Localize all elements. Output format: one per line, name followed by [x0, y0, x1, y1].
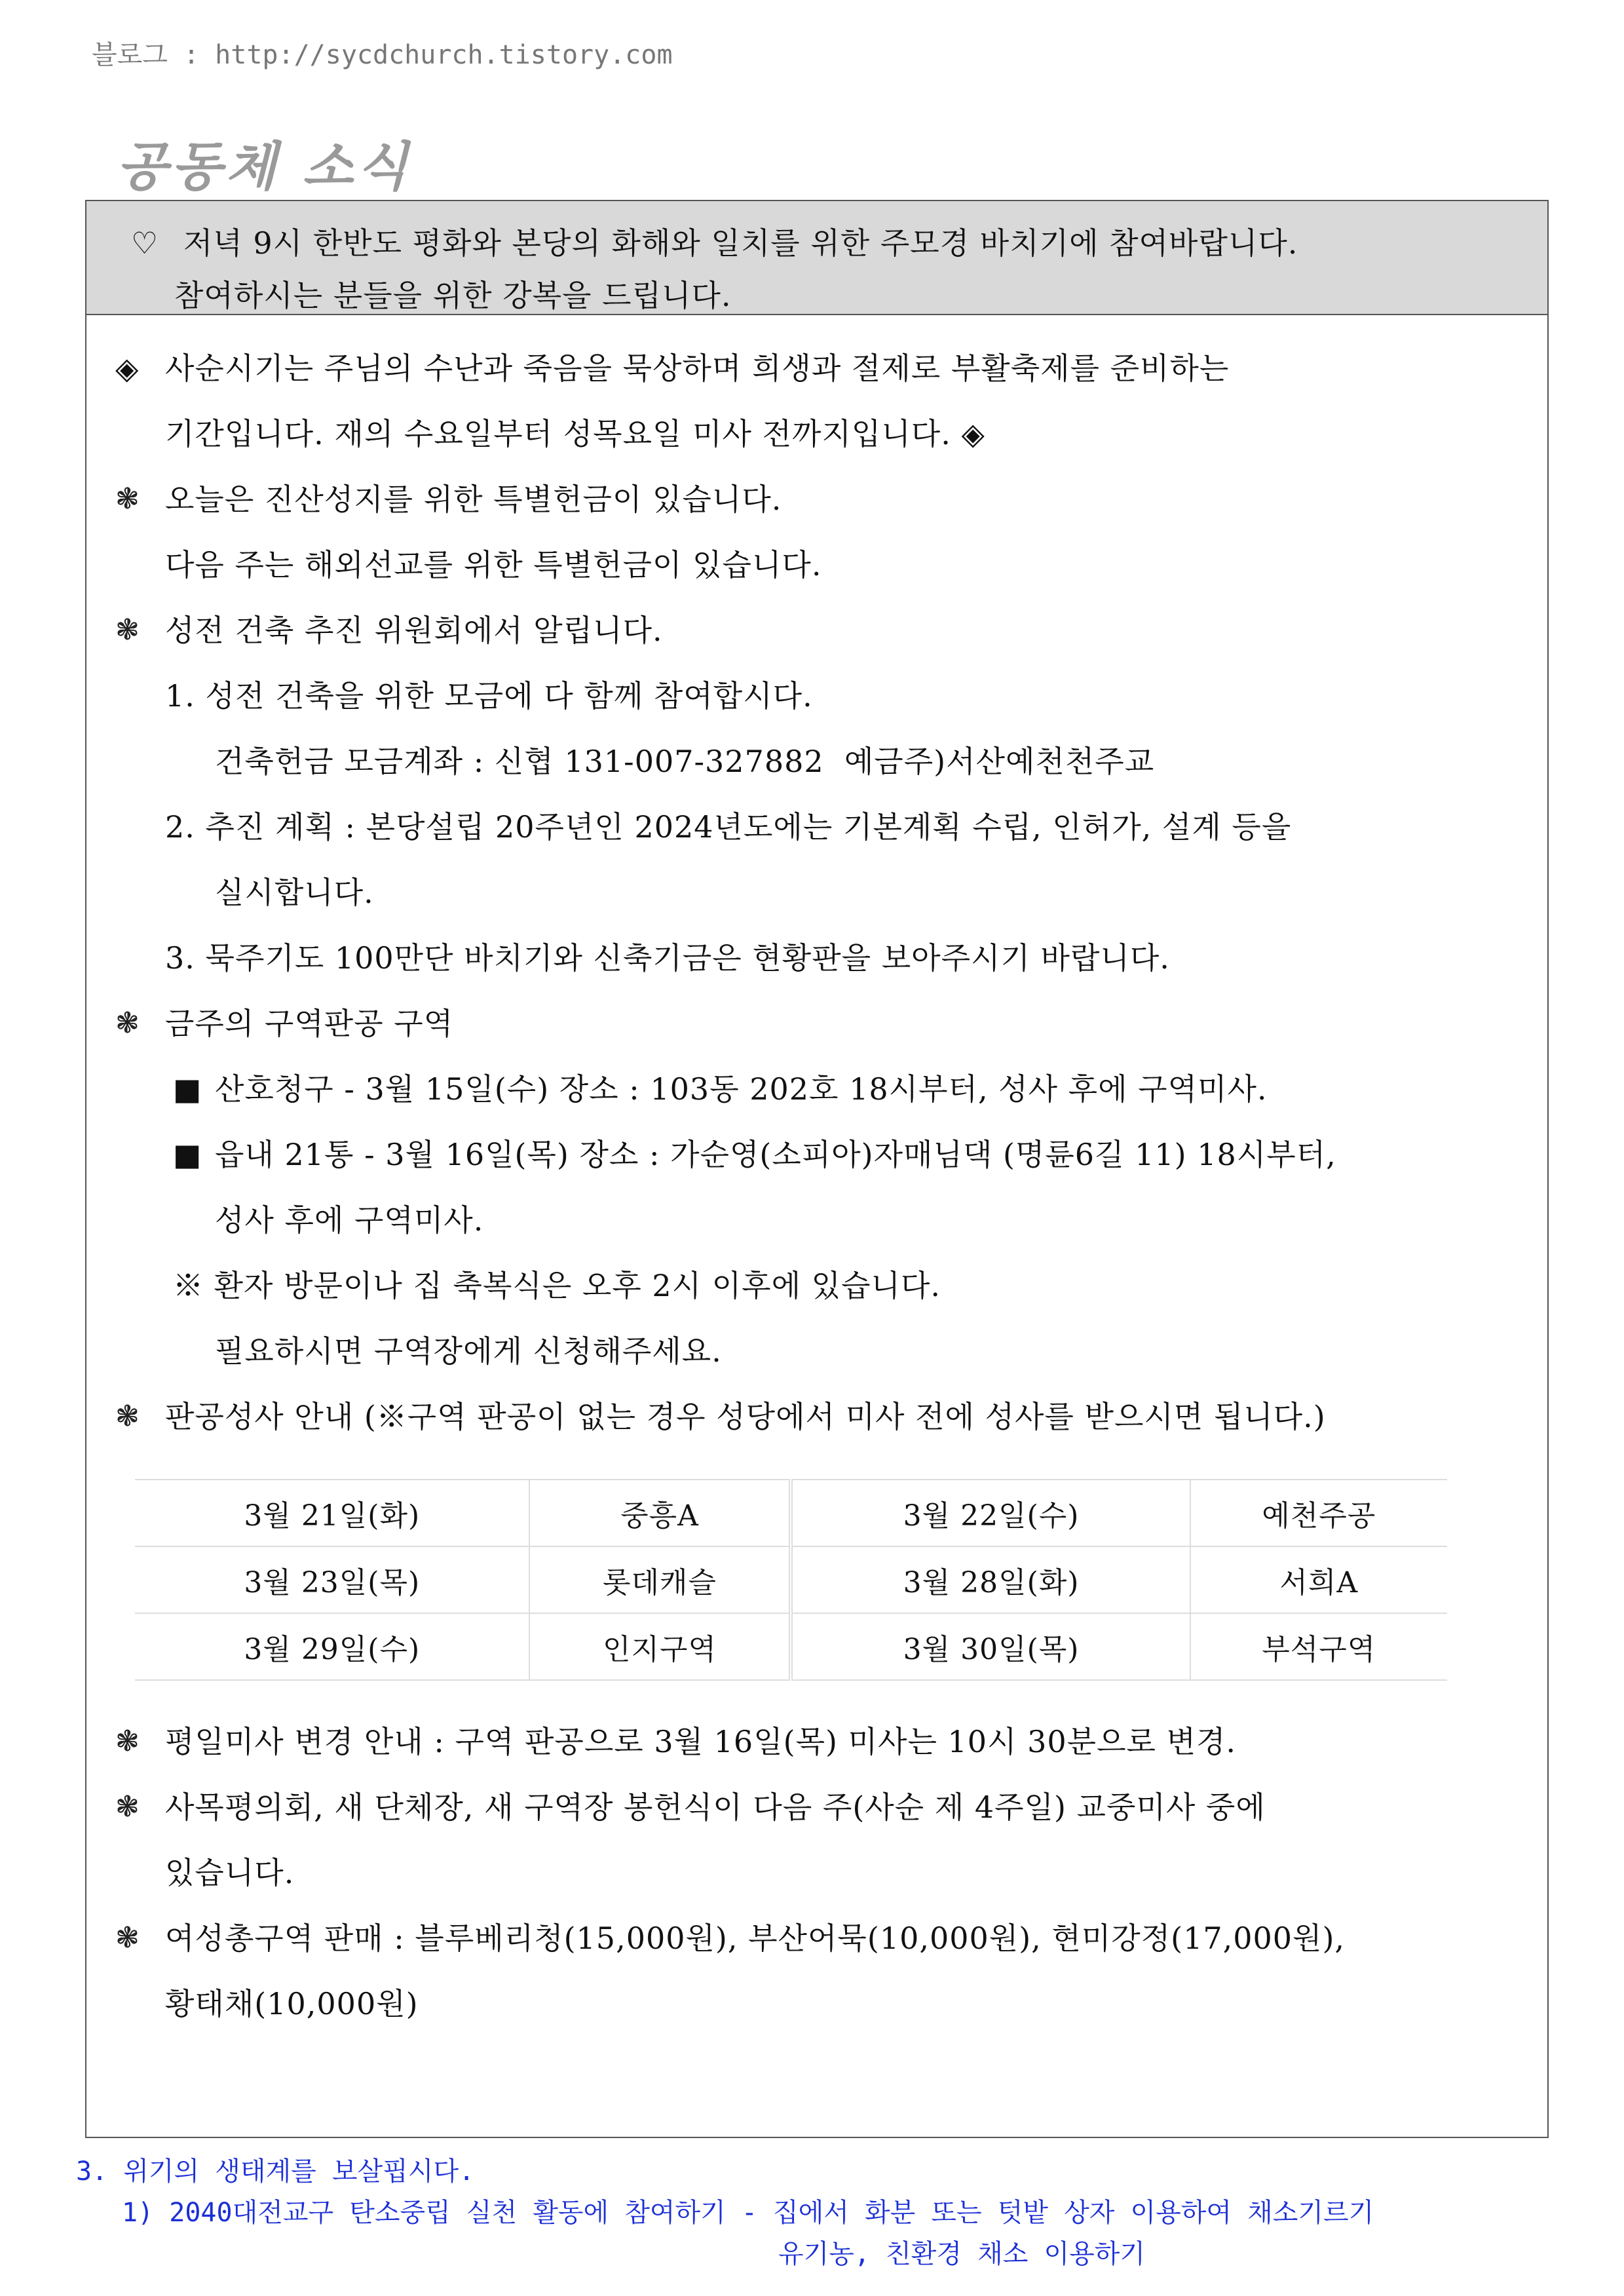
flower-bullet-icon: ❃: [115, 613, 140, 647]
footer-line-1: 3. 위기의 생태계를 보살핍시다.: [76, 2156, 475, 2187]
flower-bullet-icon: ❃: [115, 482, 140, 516]
prayer-notice: [86, 201, 1547, 315]
footer-line-2: 1) 2040대전교구 탄소중립 실천 활동에 참여하기 - 집에서 화분 또는 텃밭 상자 이용하여 채소기르기: [122, 2198, 1374, 2228]
notice-text-1: 저녁 9시 한반도 평화와 본당의 화해와 일치를 위한 주모경 바치기에 참여바랍니다.: [183, 225, 1298, 261]
list-item: ❃ 여성총구역 판매 : 블루베리청(15,000원), 부산어묵(10,000원), 현미강정(17,000원),: [115, 1905, 1521, 1971]
footer-line-3: 유기농, 친환경 채소 이용하기: [778, 2239, 1146, 2269]
list-item: ❃ 오늘은 진산성지를 위한 특별헌금이 있습니다.: [115, 467, 1521, 532]
list-item: ❃ 사목평의회, 새 단체장, 새 구역장 봉헌식이 다음 주(사순 제 4주일) 교중미사 중에: [115, 1774, 1521, 1840]
flower-bullet-icon: ❃: [115, 1006, 140, 1040]
list-item: ❃ 성전 건축 추진 위원회에서 알립니다.: [115, 598, 1521, 663]
news-box: [85, 200, 1549, 2138]
table-row: 3월 23일(목) 롯데캐슬 3월 28일(화) 서희A: [135, 1546, 1447, 1613]
account-info: 건축헌금 모금계좌 : 신협 131-007-327882 예금주)서산예천천주교: [215, 744, 1155, 779]
square-bullet-icon: ■: [173, 1137, 202, 1172]
list-item: ◈ 사순시기는 주님의 수난과 죽음을 묵상하며 희생과 절제로 부활축제를 준비하는: [115, 335, 1521, 401]
news-list: ◈ 사순시기는 주님의 수난과 죽음을 묵상하며 희생과 절제로 부활축제를 준비하는 기간입니다. 재의 수요일부터 성목요일 미사 전까지입니다. ◈ ❃ 오늘은 진산성지를 위한 특별헌금이 있습니다. 다음 주는 해외선교를 위한 특별헌금이 있습니다. ❃ 성전 건축 추진 위원회에서 알립니다. 1. 성전 건축을 위한 모금에 다 함께 참여합시다. 건축헌금 모금계좌 : 신협 131-007-327882 예금주)서산예천천주교 2. 추진 계획 : 본당설립 20주년인 2024년도에는 기본계획 수립, 인허가, 설계 등을 실시합니다. 3. 묵주기도 100만단 바치기와 신축기금은 현황판을 보아주시기 바랍니다. ❃ 금주의 구역판공 구역 ■ 산호청구 - 3월 15일(수) 장소 : 103동 202호 18시부터, 성사 후에 구역미사. ■ 읍내 21통 - 3월 16일(목) 장소 : 가순영(소피아)자매님댁 (명륜6길 11) 18시부터, 성사 후에 구역미사. ※ 환자 방문이나 집 축복식은 오후 2시 이후에 있습니다. 필요하시면 구역장에게 신청해주세요. ❃ 판공성사 안내 (※구역 판공이 없는 경우 성당에서 미사 전에 성사를 받으시면 됩니다.) ❃ 평일미사 변경 안내 : 구역 판공으로 3월 16일(목) 미사는 10시 30분으로 변경. ❃ 사목평의회, 새 단체장, 새 구역장 봉헌식이 다음 주(사순 제 4주일) 교중미사 중에 있습니다. ❃ 여성총구역 판매 : 블루베리청(15,000원), 부산어묵(10,000원), 현미강정(17,000원), 황태채(10,000원): [115, 335, 1521, 2037]
diamond-bullet-icon: ◈: [115, 351, 140, 386]
blog-url: 블로그 : http://sycdchurch.tistory.com: [92, 40, 673, 70]
confession-schedule-table: [135, 1479, 1447, 1681]
flower-bullet-icon: ❃: [115, 1400, 140, 1433]
heart-icon: ♡: [131, 225, 159, 261]
list-item: ❃ 금주의 구역판공 구역: [115, 991, 1521, 1056]
notice-text-2: 참여하시는 분들을 위한 강복을 드립니다.: [174, 278, 732, 313]
section-title: 공동체 소식: [117, 136, 412, 197]
flower-bullet-icon: ❃: [115, 1725, 140, 1758]
flower-bullet-icon: ❃: [115, 1790, 140, 1824]
list-item: ❃ 판공성사 안내 (※구역 판공이 없는 경우 성당에서 미사 전에 성사를 받으시면 됩니다.): [115, 1384, 1521, 1449]
table-row: 3월 21일(화) 중흥A 3월 22일(수) 예천주공: [135, 1480, 1447, 1546]
table-row: 3월 29일(수) 인지구역 3월 30일(목) 부석구역: [135, 1613, 1447, 1680]
square-bullet-icon: ■: [173, 1071, 202, 1107]
flower-bullet-icon: ❃: [115, 1921, 140, 1955]
list-item: ❃ 평일미사 변경 안내 : 구역 판공으로 3월 16일(목) 미사는 10시 30분으로 변경.: [115, 1709, 1521, 1774]
notice-line-1: [131, 217, 1547, 269]
